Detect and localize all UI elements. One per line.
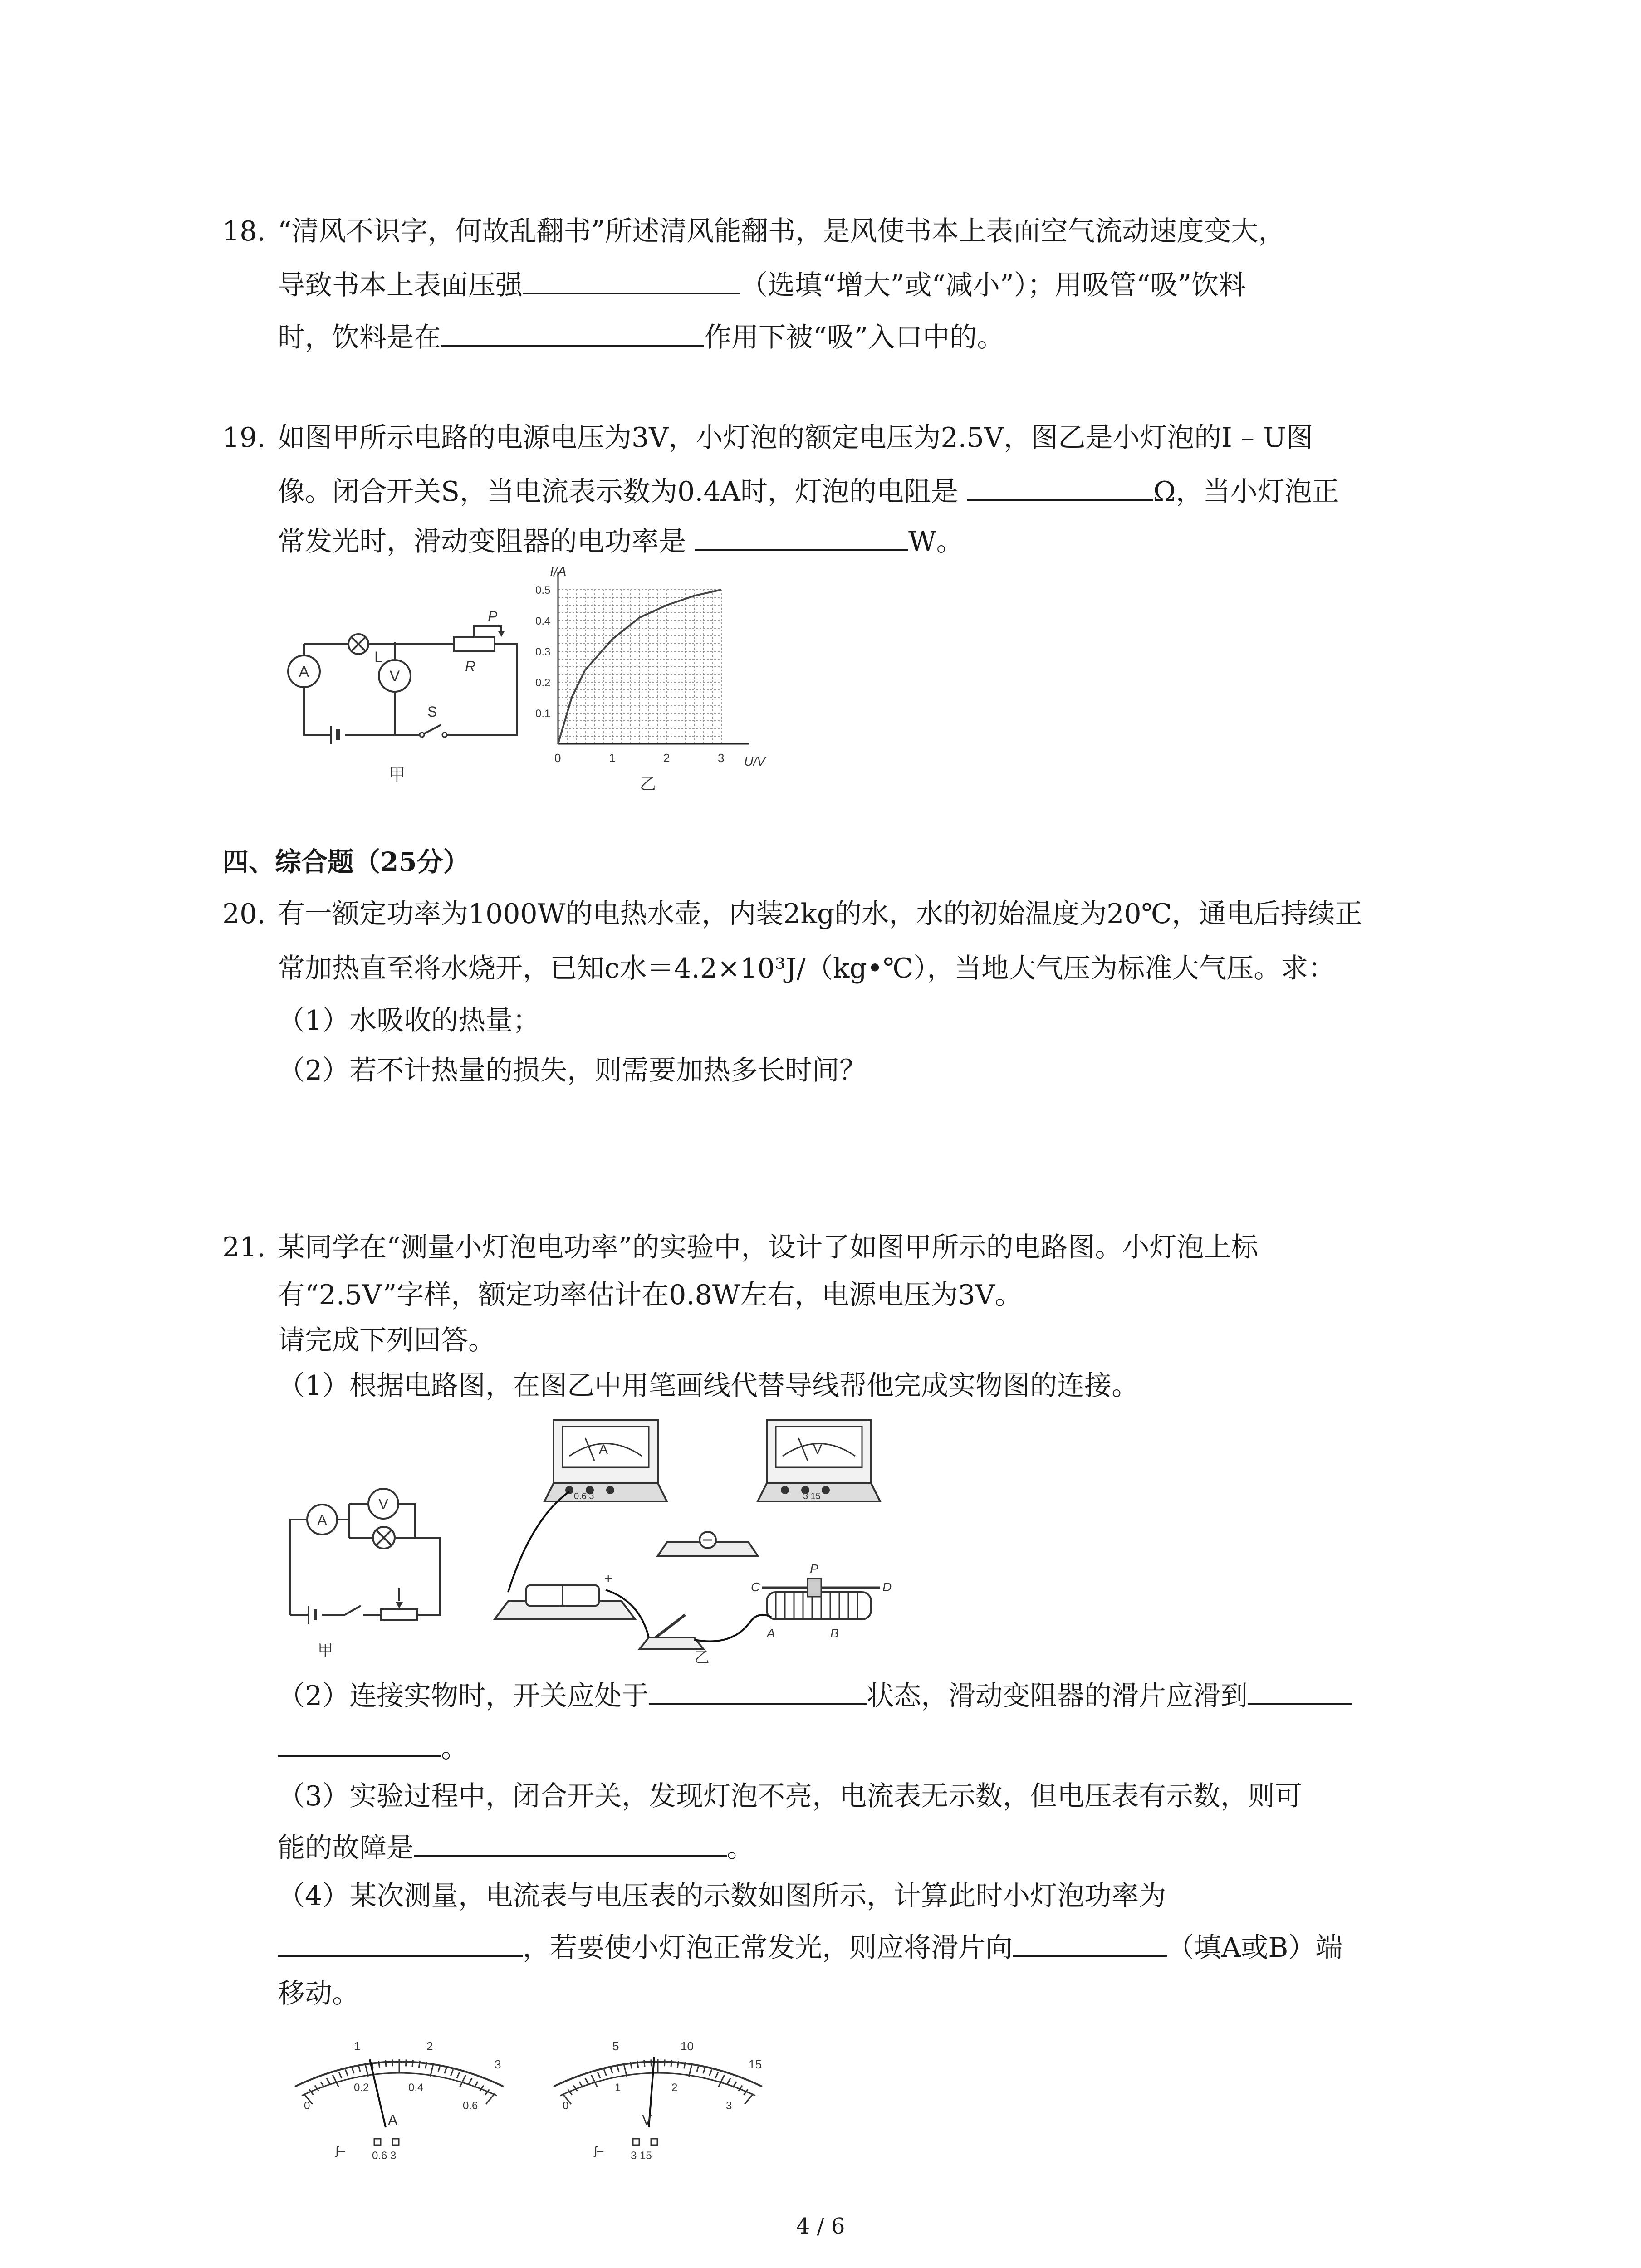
rheostat-label-b: B <box>830 1626 839 1640</box>
q19-line3-text-b: W。 <box>908 526 964 557</box>
meter-tick <box>352 2067 354 2073</box>
q21-blank-power[interactable] <box>278 1928 523 1957</box>
physical-ammeter <box>544 1420 667 1501</box>
q21-sub3-end: 。 <box>727 1832 754 1864</box>
q21-sub4-line2 <box>278 1928 1342 1966</box>
iu-ticks <box>535 584 724 765</box>
physical-voltmeter-terminals: 3 15 <box>803 1491 821 1501</box>
meter-tick <box>445 2067 447 2073</box>
q20-line1: 有一额定功率为1000W的电热水壶，内装2kg的水，水的初始温度为20℃，通电后持续正 <box>278 898 1362 930</box>
meter-tick <box>365 2063 368 2077</box>
q19-slider-label: P <box>488 608 498 625</box>
voltmeter-reading <box>535 2019 789 2168</box>
amm-bot-2: 0.4 <box>408 2082 424 2094</box>
q18-line3-text-b: 作用下被“吸”入口中的。 <box>704 322 1004 353</box>
volt-bot-2: 2 <box>671 2082 678 2094</box>
q21-line2: 有“2.5V”字样，额定功率估计在0.8W左右，电源电压为3V。 <box>278 1279 1022 1311</box>
meter-tick <box>604 2069 606 2076</box>
q21-jia-voltmeter-label: V <box>378 1496 388 1512</box>
meter-tick <box>689 2063 692 2077</box>
amm-terminals: 0.6 3 <box>372 2150 397 2162</box>
q18-line3-text-a: 时，饮料是在 <box>278 322 441 353</box>
amm-top-1: 1 <box>354 2039 361 2053</box>
amm-top-2: 2 <box>426 2039 433 2053</box>
physical-voltmeter-unit: V <box>813 1442 823 1457</box>
amm-bot-1: 0.2 <box>354 2082 369 2094</box>
meter-tick <box>345 2069 348 2076</box>
iu-x-axis-label: U/V <box>744 754 765 768</box>
physical-rheostat <box>751 1562 892 1640</box>
amm-bot-3: 0.6 <box>463 2100 478 2112</box>
q21-sub4-line1: （4）某次测量，电流表与电压表的示数如图所示，计算此时小灯泡功率为 <box>278 1880 1166 1912</box>
q19-voltmeter-label: V <box>389 668 400 685</box>
q21-line1: 某同学在“测量小灯泡电功率”的实验中，设计了如图甲所示的电路图。小灯泡上标 <box>278 1232 1259 1263</box>
iu-x-tick-label: 0 <box>554 751 561 765</box>
q21-sub3-text: 能的故障是 <box>278 1832 414 1864</box>
iu-x-tick-label: 1 <box>609 751 616 765</box>
volt-unit: V <box>642 2112 652 2128</box>
amm-bot-0: 0 <box>304 2100 310 2112</box>
physical-switch <box>640 1615 703 1649</box>
q18-blank-2[interactable] <box>441 318 704 347</box>
meter-tick <box>644 2060 645 2067</box>
q18-line2-text-a: 导致书本上表面压强 <box>278 269 523 301</box>
q20-sub2: （2）若不计热量的损失，则需要加热多长时间？ <box>278 1055 867 1086</box>
q19-line3 <box>278 522 964 560</box>
page-number: 4 / 6 <box>796 2214 845 2239</box>
iu-x-tick-label: 3 <box>718 751 725 765</box>
q21-blank-slider-pos-a[interactable] <box>1248 1676 1352 1705</box>
q19-lamp-label: L <box>374 649 383 666</box>
iu-y-tick-label: 0.3 <box>535 646 551 658</box>
q21-circuit-diagram <box>277 1415 467 1669</box>
iu-y-tick-label: 0.4 <box>535 615 551 627</box>
q21-sub4-line3: 移动。 <box>278 1978 359 2009</box>
physical-lamp <box>658 1532 758 1556</box>
q19-number: 19. <box>222 422 266 454</box>
physical-voltmeter <box>758 1420 880 1501</box>
q19-circuit-diagram <box>272 581 526 789</box>
physical-ammeter-unit: A <box>599 1442 608 1457</box>
meter-tick <box>406 2059 407 2066</box>
physical-ammeter-terminals: 0.6 3 <box>574 1491 594 1501</box>
meter-tick <box>677 2061 678 2068</box>
volt-bot-3: 3 <box>726 2100 732 2112</box>
q21-blank-direction[interactable] <box>1013 1928 1167 1957</box>
meter-tick <box>710 2069 712 2076</box>
q18-line2-text-b: （选填“增大”或“减小”）；用吸管“吸”饮料 <box>740 269 1246 301</box>
meter-tick <box>486 2094 495 2104</box>
q18-line3 <box>278 318 1004 356</box>
q20-number: 20. <box>222 898 266 930</box>
q19-iu-chart <box>522 562 794 798</box>
iu-y-axis-label: I/A <box>550 564 567 579</box>
meter-tick <box>339 2072 342 2078</box>
rheostat-label-p: P <box>810 1562 818 1576</box>
meter-tick <box>379 2061 380 2068</box>
q21-sub2-text-a: （2）连接实物时，开关应处于 <box>278 1680 649 1712</box>
meter-tick <box>745 2094 753 2104</box>
physical-battery <box>495 1571 635 1619</box>
svg-text:ʃ–: ʃ– <box>336 2144 345 2157</box>
q19-line2 <box>278 472 1339 510</box>
amm-top-3: 3 <box>495 2058 501 2071</box>
iu-y-tick-label: 0.1 <box>535 708 551 720</box>
q20-line2: 常加热直至将水烧开，已知c水＝4.2×10³J/（kg•℃），当地大气压为标准大气压。求： <box>278 953 1336 984</box>
q18-blank-1[interactable] <box>523 265 740 294</box>
meter-tick <box>718 2075 724 2087</box>
q21-physical-setup <box>476 1411 912 1665</box>
rheostat-label-a: A <box>767 1626 775 1640</box>
volt-bot-1: 1 <box>615 2082 621 2094</box>
q19-line2-text-a: 像。闭合开关S，当电流表示数为0.4A时，灯泡的电阻是 <box>278 476 958 508</box>
meter-tick <box>327 2078 330 2084</box>
rheostat-label-c: C <box>751 1580 760 1594</box>
q21-blank-slider-pos-b[interactable] <box>278 1728 441 1757</box>
q19-rheostat-label: R <box>465 658 476 675</box>
q21-jia-ammeter-label: A <box>317 1512 327 1528</box>
q19-blank-1[interactable] <box>967 472 1153 501</box>
q19-fig-yi-caption: 乙 <box>640 774 656 793</box>
meter-tick <box>624 2063 627 2077</box>
q21-sub4-text-c: （填A或B）端 <box>1167 1932 1343 1964</box>
q21-sub3-line2 <box>278 1828 754 1866</box>
iu-x-tick-label: 2 <box>663 751 670 765</box>
q21-blank-switch-state[interactable] <box>649 1676 867 1705</box>
iu-y-tick-label: 0.2 <box>535 677 551 689</box>
q19-switch-label: S <box>427 704 437 720</box>
q19-line1: 如图甲所示电路的电源电压为3V，小灯泡的额定电压为2.5V，图乙是小灯泡的I – U图 <box>278 422 1313 454</box>
rheostat-label-d: D <box>882 1580 892 1594</box>
svg-text:ʃ–: ʃ– <box>594 2144 604 2157</box>
q18-number: 18. <box>222 215 266 247</box>
q21-sub3-line1: （3）实验过程中，闭合开关，发现灯泡不亮，电流表无示数，但电压表有示数，则可 <box>278 1780 1303 1812</box>
meter-tick <box>469 2078 472 2084</box>
q19-line2-text-b: Ω，当小灯泡正 <box>1153 476 1339 508</box>
meter-tick <box>715 2072 718 2078</box>
volt-bot-0: 0 <box>563 2100 569 2112</box>
q19-ammeter-label: A <box>299 663 309 680</box>
meter-tick <box>419 2061 420 2068</box>
q21-line3: 请完成下列回答。 <box>278 1325 495 1356</box>
q21-fig-yi-caption: 乙 <box>694 1649 710 1665</box>
q21-fig-jia-caption: 甲 <box>318 1642 333 1659</box>
iu-y-tick-label: 0.5 <box>535 584 551 596</box>
meter-tick <box>585 2078 588 2084</box>
volt-top-1: 5 <box>612 2039 619 2053</box>
q21-blank-fault[interactable] <box>414 1828 727 1857</box>
meter-tick <box>610 2067 612 2073</box>
q21-sub2-line <box>278 1676 1352 1714</box>
q20-sub1: （1）水吸收的热量； <box>278 1005 540 1036</box>
meter-tick <box>651 2059 652 2066</box>
meter-tick <box>703 2067 705 2073</box>
q21-sub2-line2 <box>278 1728 468 1766</box>
meter-tick <box>591 2075 597 2087</box>
meter-tick <box>460 2075 465 2087</box>
meter-tick <box>392 2059 393 2066</box>
q19-blank-2[interactable] <box>695 522 908 551</box>
q21-number: 21. <box>222 1232 266 1263</box>
q21-sub4-text-b: ，若要使小灯泡正常发光，则应将滑片向 <box>523 1932 1013 1964</box>
q18-line2 <box>278 265 1246 303</box>
q19-line3-text-a: 常发光时，滑动变阻器的电功率是 <box>278 526 686 557</box>
section4-heading: 四、综合题（25分） <box>222 846 470 877</box>
meter-tick <box>451 2069 453 2076</box>
q19-fig-jia-caption: 甲 <box>388 765 406 784</box>
q18-line1: “清风不识字，何故乱翻书”所述清风能翻书，是风使书本上表面空气流动速度变大， <box>278 215 1286 247</box>
amm-unit: A <box>388 2112 398 2128</box>
meter-tick <box>333 2075 338 2087</box>
meter-tick <box>412 2060 413 2067</box>
ammeter-reading <box>277 2019 531 2168</box>
q21-sub2-end: 。 <box>441 1732 468 1764</box>
meter-tick <box>431 2063 434 2077</box>
meter-tick <box>727 2078 730 2084</box>
meter-tick <box>637 2061 638 2068</box>
volt-terminals: 3 15 <box>631 2150 652 2162</box>
iu-grid <box>558 590 721 744</box>
q21-sub2-text-b: 状态，滑动变阻器的滑片应滑到 <box>867 1680 1248 1712</box>
meter-tick <box>598 2072 600 2078</box>
volt-top-3: 15 <box>749 2058 762 2071</box>
volt-top-2: 10 <box>681 2039 694 2053</box>
meter-tick <box>457 2072 460 2078</box>
physical-battery-plus: + <box>604 1571 612 1586</box>
q21-sub1: （1）根据电路图，在图乙中用笔画线代替导线帮他完成实物图的连接。 <box>278 1370 1139 1402</box>
